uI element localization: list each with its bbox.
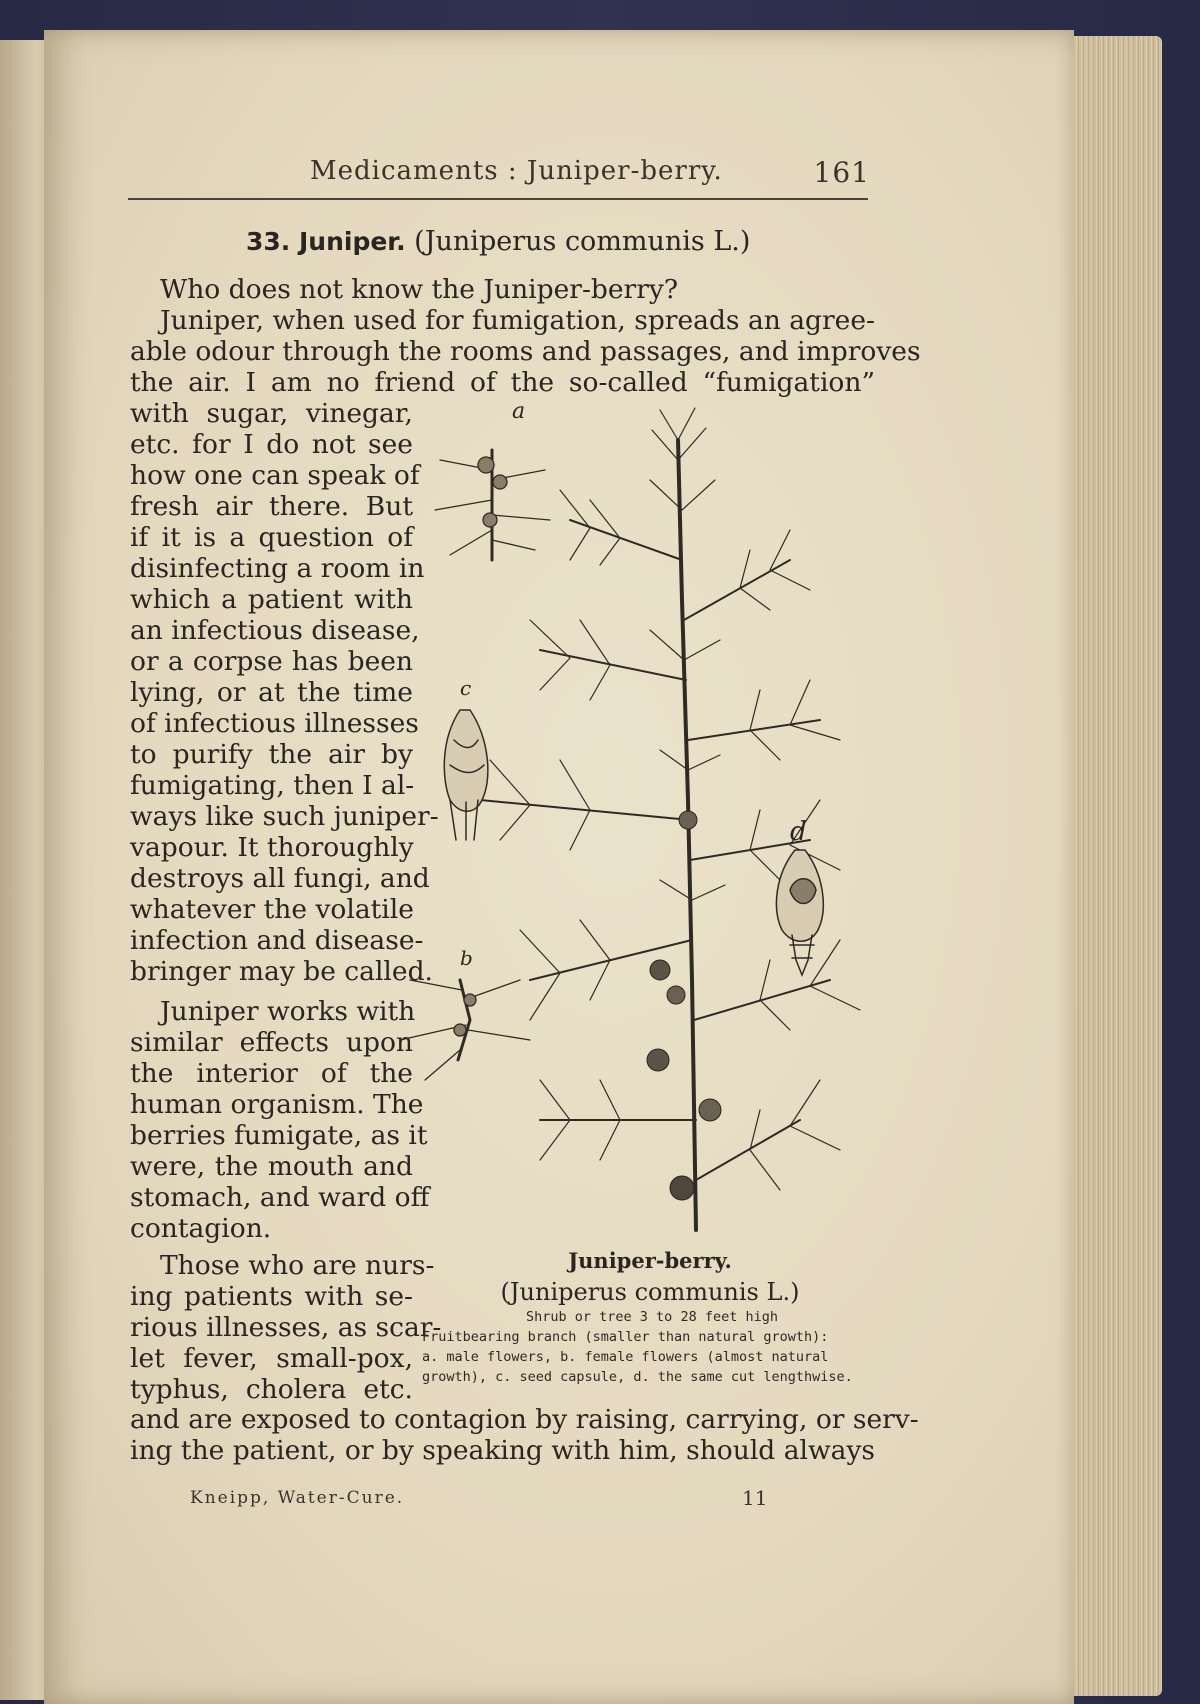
column-line: let fever, small-pox,: [130, 1343, 413, 1374]
figure-caption-title: Juniper-berry.: [568, 1248, 732, 1273]
figure-caption-line: a. male flowers, b. female flowers (almost natural: [422, 1349, 829, 1365]
section-number-name: 33. Juniper.: [246, 227, 406, 256]
column-line: if it is a question of: [130, 522, 413, 553]
column-line: Juniper works with: [160, 996, 416, 1027]
column-line: stomach, and ward off: [130, 1182, 430, 1213]
column-line: disinfecting a room in: [130, 553, 425, 584]
column-line: rious illnesses, as scar-: [130, 1312, 442, 1343]
text-line: able odour through the rooms and passages, and improves: [130, 336, 921, 367]
header-rule: [128, 198, 868, 200]
figure-label-a: a: [512, 399, 526, 424]
column-line: bringer may be called.: [130, 956, 433, 987]
page-stack-edge: [1070, 36, 1162, 1696]
column-line: fresh air there. But: [130, 491, 413, 522]
column-line: berries fumigate, as it: [130, 1120, 428, 1151]
column-line: typhus, cholera etc.: [130, 1374, 413, 1405]
printer-signature: Kneipp, Water-Cure.: [190, 1488, 405, 1508]
column-line: destroys all fungi, and: [130, 863, 430, 894]
text-line: and are exposed to contagion by raising, carrying, or serv-: [130, 1404, 919, 1435]
text-line: Who does not know the Juniper-berry?: [160, 274, 679, 305]
juniper-illustration: [420, 399, 890, 1240]
column-line: the interior of the: [130, 1058, 413, 1089]
signature-mark: 11: [742, 1486, 768, 1510]
column-line: to purify the air by: [130, 739, 413, 770]
column-line: fumigating, then I al-: [130, 770, 415, 801]
text-line: ing the patient, or by speaking with him, should always: [130, 1435, 876, 1466]
column-line: were, the mouth and: [130, 1151, 413, 1182]
text-line: the air. I am no friend of the so-called “fumigation”: [130, 367, 875, 398]
female-flower-sprig: [400, 980, 530, 1080]
column-line: of infectious illnesses: [130, 708, 419, 739]
figure-caption-line: Fruitbearing branch (smaller than natural growth):: [422, 1329, 829, 1345]
seed-capsule: [444, 710, 488, 840]
column-line: similar effects upon: [130, 1027, 413, 1058]
column-line: ing patients with se-: [130, 1281, 413, 1312]
berry-cluster: [647, 811, 721, 1200]
column-line: Those who are nurs-: [160, 1250, 435, 1281]
column-line: vapour. It thoroughly: [130, 832, 414, 863]
figure-label-d: d: [790, 817, 807, 847]
figure-label-b: b: [460, 946, 473, 970]
figure-caption-line: Shrub or tree 3 to 28 feet high: [526, 1309, 778, 1325]
running-head: [300, 156, 870, 196]
column-line: or a corpse has been: [130, 646, 413, 677]
column-line: ways like such juniper-: [130, 801, 439, 832]
section-latin-name: (Juniperus communis L.): [414, 226, 751, 257]
section-title: [246, 226, 846, 257]
capsule-cross-section: [776, 850, 823, 975]
column-line: infection and disease-: [130, 925, 424, 956]
running-head-title: Medicaments : Juniper-berry.: [310, 156, 723, 186]
column-line: lying, or at the time: [130, 677, 413, 708]
column-line: whatever the volatile: [130, 894, 414, 925]
figure-label-c: c: [460, 676, 472, 700]
column-line: an infectious disease,: [130, 615, 420, 646]
text-line: Juniper, when used for fumigation, spreads an agree-: [160, 305, 875, 336]
male-flower-sprig: [435, 450, 550, 560]
column-line: etc. for I do not see: [130, 429, 413, 460]
page-number: 161: [813, 156, 870, 189]
column-line: how one can speak of: [130, 460, 420, 491]
column-line: with sugar, vinegar,: [130, 398, 413, 429]
figure-caption-latin: (Juniperus communis L.): [500, 1278, 800, 1306]
column-line: human organism. The: [130, 1089, 424, 1120]
figure-caption-line: growth), c. seed capsule, d. the same cut lengthwise.: [422, 1369, 853, 1385]
column-line: contagion.: [130, 1213, 272, 1244]
column-line: which a patient with: [130, 584, 413, 615]
